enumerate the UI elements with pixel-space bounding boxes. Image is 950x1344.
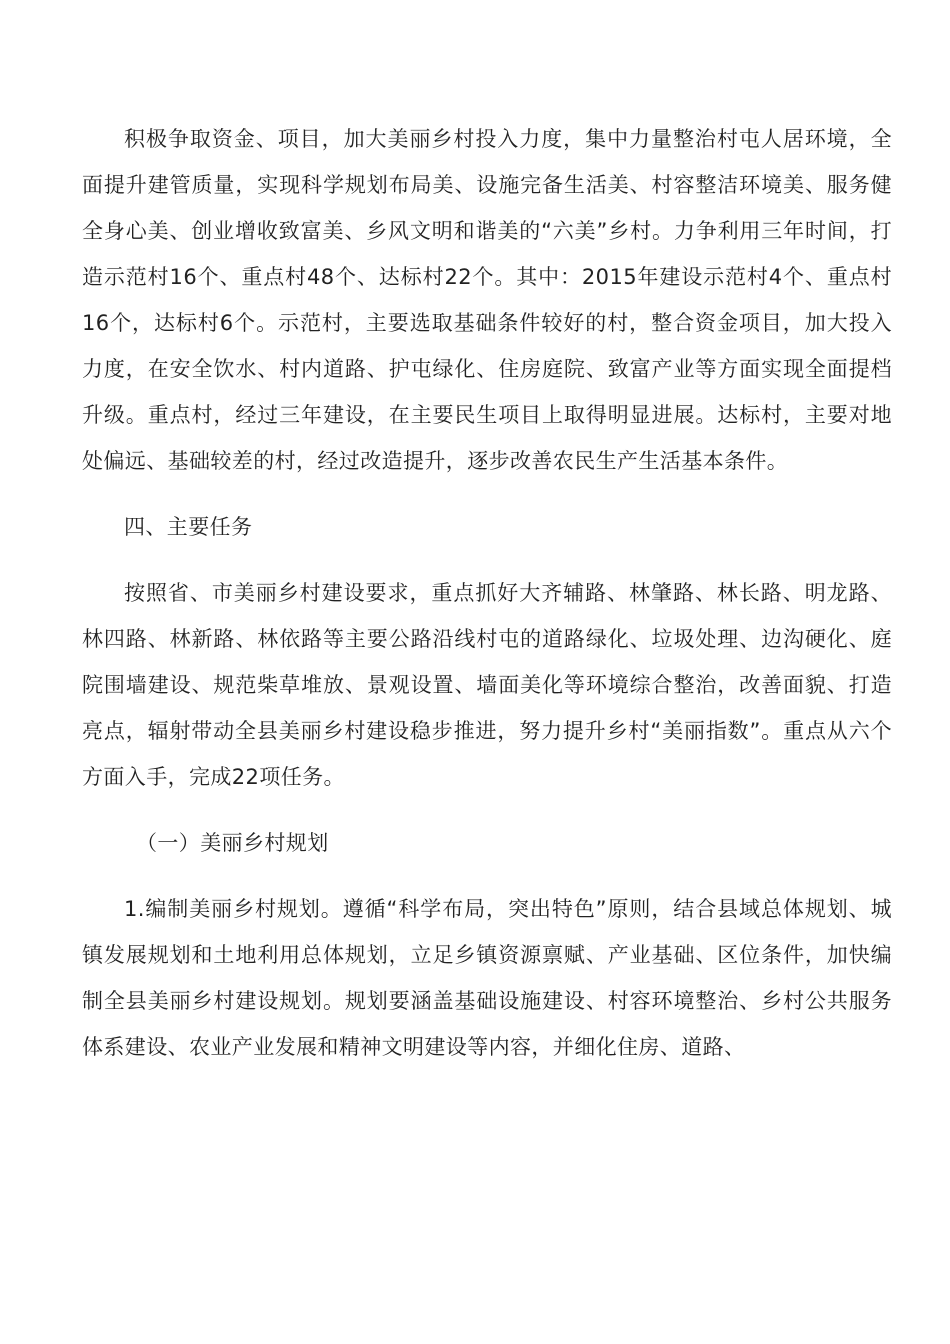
paragraph-planning-item-1: 1.编制美丽乡村规划。遵循“科学布局，突出特色”原则，结合县域总体规划、城镇发展规划和土地利用总体规划，立足乡镇资源禀赋、产业基础、区位条件，加快编制全县美丽乡村建设规划。规划要涵盖基础设施建设、村容环境整治、乡村公共服务体系建设、农业产业发展和精神文明建设等内容，并细化住房、道路、 [82,897,892,1059]
section-heading-main-tasks: 四、主要任务 [124,515,253,539]
paragraph-goals: 积极争取资金、项目，加大美丽乡村投入力度，集中力量整治村屯人居环境，全面提升建管质量，实现科学规划布局美、设施完备生活美、村容整洁环境美、服务健全身心美、创业增收致富美、乡风文明和谐美的“六美”乡村。力争利用三年时间，打造示范村16个、重点村48个、达标村22个。其中：2015年建设示范村4个、重点村16个，达标村6个。示范村，主要选取基础条件较好的村，整合资金项目，加大投入力度，在安全饮水、村内道路、护屯绿化、住房庭院、致富产业等方面实现全面提档升级。重点村，经过三年建设，在主要民生项目上取得明显进展。达标村，主要对地处偏远、基础较差的村，经过改造提升，逐步改善农民生产生活基本条件。 [82,127,892,473]
subsection-heading-planning: （一）美丽乡村规划 [136,831,329,855]
paragraph-main-tasks: 按照省、市美丽乡村建设要求，重点抓好大齐辅路、林肇路、林长路、明龙路、林四路、林新路、林依路等主要公路沿线村屯的道路绿化、垃圾处理、边沟硬化、庭院围墙建设、规范柴草堆放、景观设置、墙面美化等环境综合整治，改善面貌、打造亮点，辐射带动全县美丽乡村建设稳步推进，努力提升乡村“美丽指数”。重点从六个方面入手，完成22项任务。 [82,581,892,789]
document-body [82,116,892,1070]
